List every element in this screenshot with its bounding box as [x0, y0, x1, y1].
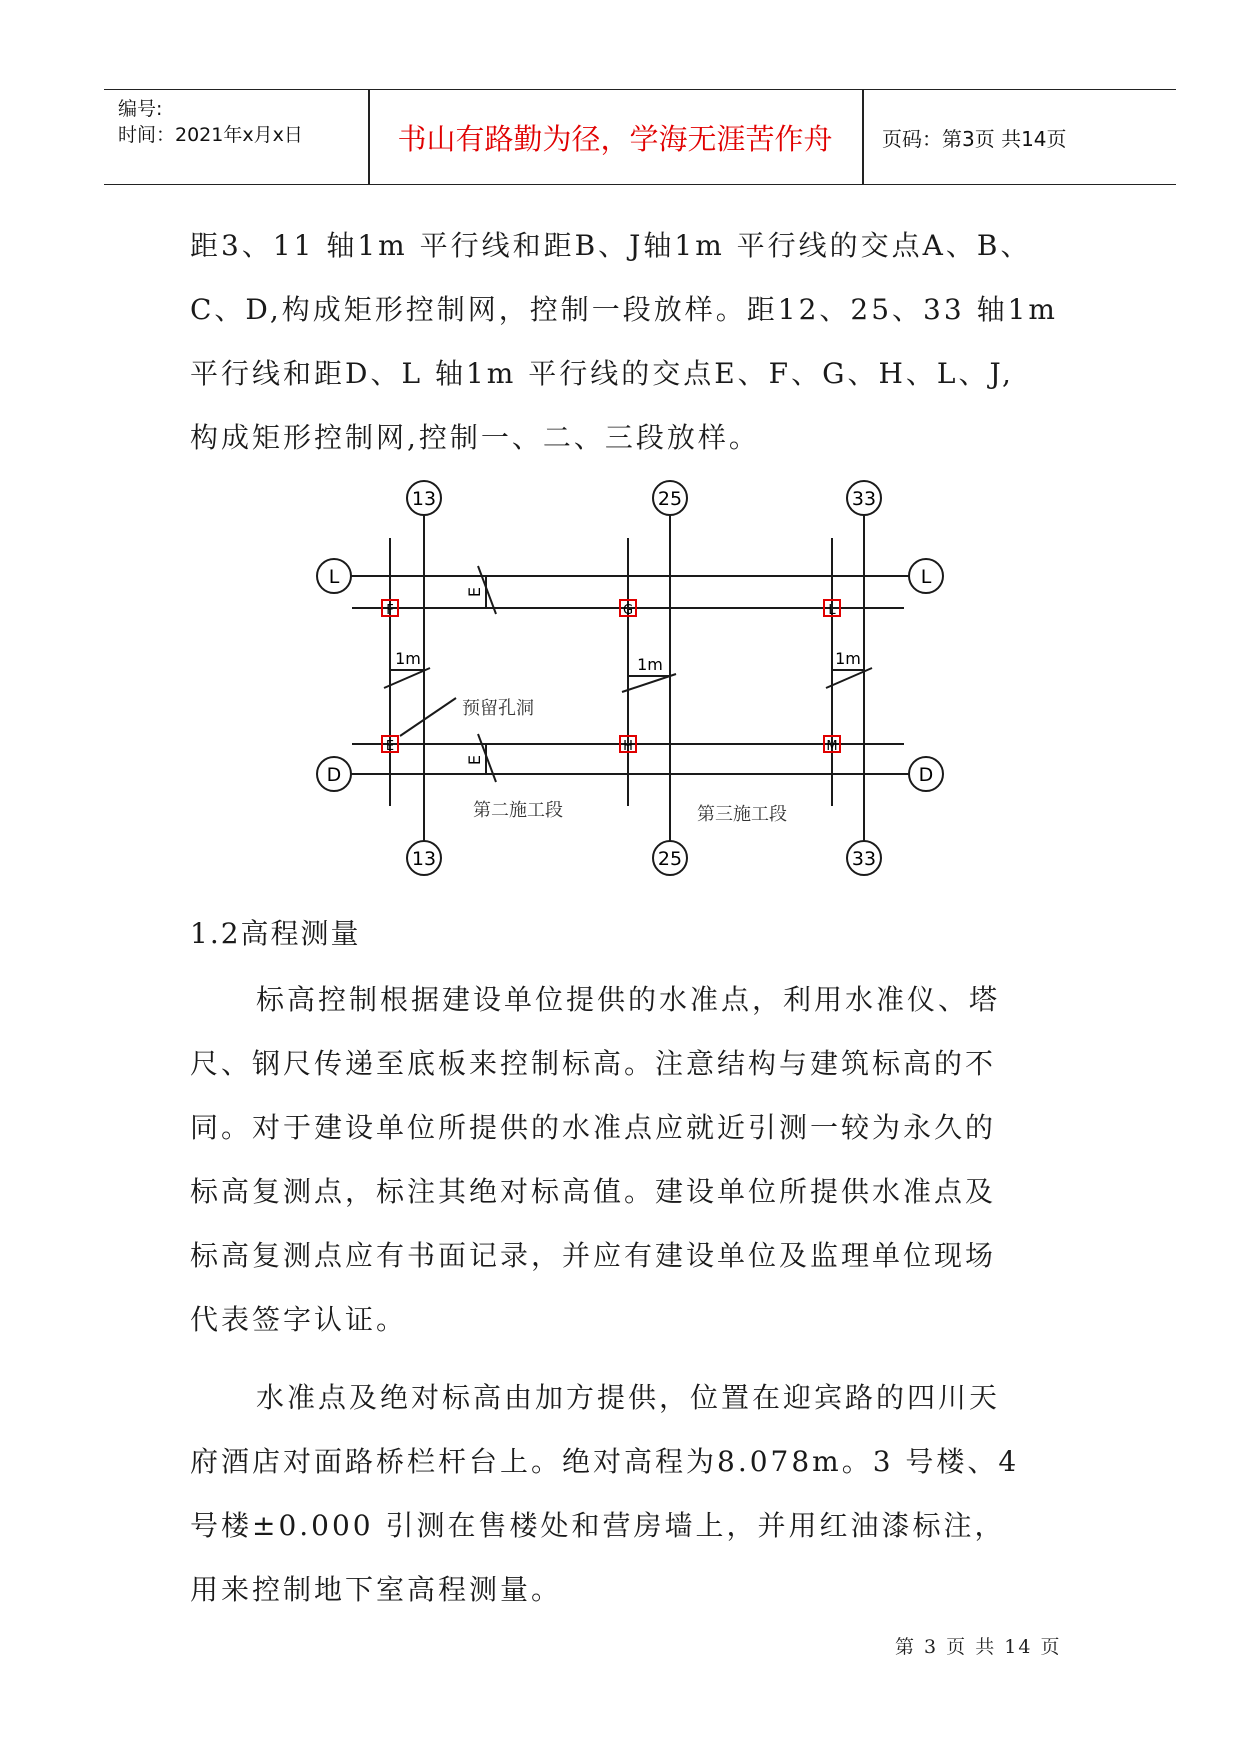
control-network-diagram — [300, 478, 960, 878]
text-line: 水准点及绝对标高由加方提供，位置在迎宾路的四川天 — [256, 1381, 1001, 1414]
reserved-hole-label: 预留孔洞 — [462, 698, 534, 719]
axis-label: L — [328, 566, 340, 588]
dimension-label: 1m — [637, 655, 663, 674]
text-line: 府酒店对面路桥栏杆台上。绝对高程为8.078m。3 号楼、4 — [190, 1445, 1020, 1478]
paragraph-elevation-control — [190, 968, 1070, 1352]
text-line: 号楼±0.000 引测在售楼处和营房墙上，并用红油漆标注， — [190, 1509, 1006, 1542]
text-line: C、D,构成矩形控制网，控制一段放样。距12、25、33 轴1m — [190, 293, 1058, 326]
axis-label: 33 — [851, 488, 877, 510]
axis-label: 25 — [657, 848, 683, 870]
paragraph-benchmark — [190, 1366, 1070, 1622]
text-line: 平行线和距D、L 轴1m 平行线的交点E、F、G、H、L、J, — [190, 357, 1014, 390]
dimension-1m-25 — [622, 655, 676, 692]
axis-label: 25 — [657, 488, 683, 510]
text-line: 标高复测点应有书面记录，并应有建设单位及监理单位现场 — [190, 1239, 997, 1272]
page-footer: 第 3 页 共 14 页 — [895, 1636, 1062, 1658]
axis-bubble-top-33 — [847, 481, 881, 515]
text-line: 代表签字认证。 — [190, 1303, 408, 1336]
control-point-label: E — [385, 739, 395, 754]
control-point-label: H — [623, 739, 633, 754]
document-time-label: 时间：2021年x月x日 — [118, 124, 303, 146]
axis-label: 13 — [411, 848, 437, 870]
control-point-label: F — [386, 603, 394, 618]
text-line: 标高复测点，标注其绝对标高值。建设单位所提供水准点及 — [190, 1175, 997, 1208]
axis-label: L — [920, 566, 932, 588]
axis-bubble-bottom-13 — [407, 841, 441, 875]
axis-label: D — [326, 764, 342, 786]
axis-bubble-top-13 — [407, 481, 441, 515]
text-line: 同。对于建设单位所提供的水准点应就近引测一较为永久的 — [190, 1111, 997, 1144]
dimension-vertical-upper — [465, 566, 496, 614]
dimension-label: E — [465, 754, 484, 766]
intro-paragraph — [190, 214, 1070, 470]
header-meta — [118, 90, 368, 184]
dimension-label: E — [465, 586, 484, 598]
section-label-3: 第三施工段 — [697, 804, 787, 825]
text-line: 构成矩形控制网,控制一、二、三段放样。 — [190, 421, 760, 454]
axis-label: 33 — [851, 848, 877, 870]
axis-bubble-left-d — [317, 757, 351, 791]
control-point-label: G — [622, 603, 634, 618]
dimension-label: 1m — [835, 649, 861, 668]
axis-bubble-left-l — [317, 559, 351, 593]
axis-bubble-top-25 — [653, 481, 687, 515]
axis-label: 13 — [411, 488, 437, 510]
text-line: 用来控制地下室高程测量。 — [190, 1573, 563, 1606]
text-line: 标高控制根据建设单位提供的水准点，利用水准仪、塔 — [256, 983, 1001, 1016]
page-header — [104, 89, 1176, 185]
text-line: 尺、钢尺传递至底板来控制标高。注意结构与建筑标高的不 — [190, 1047, 997, 1080]
header-divider — [862, 90, 864, 184]
axis-bubble-bottom-25 — [653, 841, 687, 875]
axis-bubble-right-d — [909, 757, 943, 791]
axis-bubble-bottom-33 — [847, 841, 881, 875]
control-point-label: M — [826, 739, 838, 754]
header-motto: 书山有路勤为径，学海无涯苦作舟 — [397, 121, 833, 156]
hole-leader-line — [400, 698, 456, 736]
axis-label: D — [918, 764, 934, 786]
header-page-info: 页码：第3页 共14页 — [882, 126, 1067, 151]
document-number-label: 编号: — [118, 98, 163, 120]
dimension-label: 1m — [395, 649, 421, 668]
axis-bubble-right-l — [909, 559, 943, 593]
control-point-label: L — [828, 603, 836, 618]
text-line: 距3、11 轴1m 平行线和距B、J轴1m 平行线的交点A、B、 — [190, 229, 1032, 262]
section-label-2: 第二施工段 — [473, 800, 563, 821]
section-heading: 1.2高程测量 — [190, 917, 361, 950]
